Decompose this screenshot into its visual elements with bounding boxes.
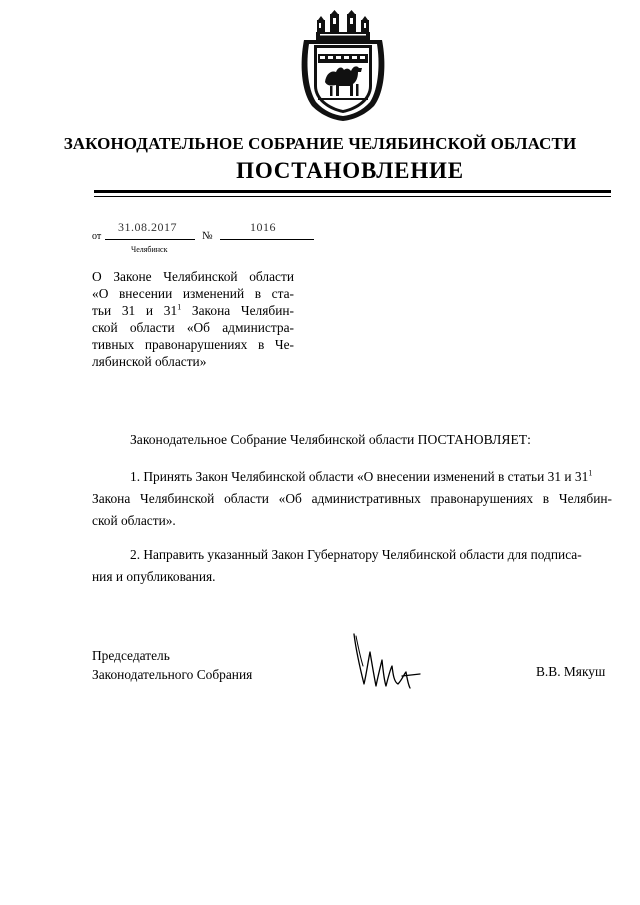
handwritten-signature <box>346 630 426 692</box>
law-title-line: О Законе Челябинской области <box>92 269 294 284</box>
signer-title-line: Законодательного Собрания <box>92 667 253 682</box>
date-prefix: от <box>92 231 102 242</box>
law-title-line: ской области «Об администра- <box>92 320 294 335</box>
law-title-line: лябинской области» <box>92 354 207 369</box>
law-title-fragment: Закона Челябин- <box>181 303 294 318</box>
law-title-fragment: тьи 31 и 31 <box>92 303 178 318</box>
coat-of-arms-emblem <box>298 10 388 122</box>
law-title-line: «О внесении изменений в ста- <box>92 286 294 301</box>
city-label: Челябинск <box>131 245 168 254</box>
resolution-item-2 <box>92 544 612 588</box>
chelyabinsk-coat-of-arms-icon <box>298 10 388 122</box>
signer-position <box>92 646 252 684</box>
paragraph-line: ской области». <box>92 513 176 528</box>
signature-icon <box>346 630 426 692</box>
law-title-block <box>92 268 294 370</box>
law-title-line: тивных правонарушениях в Че- <box>92 337 294 352</box>
resolution-item-1 <box>92 466 612 532</box>
document-number: 1016 <box>250 220 276 234</box>
organization-title: ЗАКОНОДАТЕЛЬНОЕ СОБРАНИЕ ЧЕЛЯБИНСКОЙ ОБЛАСТИ <box>63 134 577 153</box>
paragraph-line: 2. Направить указанный Закон Губернатору Челябинской области для подписа- <box>130 547 582 562</box>
paragraph-line <box>92 466 612 488</box>
paragraph-line: ния и опубликования. <box>92 569 216 584</box>
date-underline <box>105 239 195 240</box>
law-title-line <box>92 302 294 319</box>
number-underline <box>220 239 314 240</box>
document-type-heading: ПОСТАНОВЛЕНИЕ <box>236 158 464 183</box>
header-rule-thin <box>94 196 611 197</box>
superscript: 1 <box>588 468 593 478</box>
paragraph-line: Закона Челябинской области «Об административных правонарушениях в Челябин- <box>92 491 612 506</box>
superscript: 1 <box>177 302 182 312</box>
document-date: 31.08.2017 <box>118 220 177 234</box>
signer-name: В.В. Мякуш <box>536 664 606 679</box>
header-rule-thick <box>94 190 611 193</box>
signer-title-line: Председатель <box>92 648 170 663</box>
item-1-text: 1. Принять Закон Челябинской области «О внесении изменений в статьи 31 и 31 <box>130 469 589 484</box>
number-prefix: № <box>202 230 213 242</box>
date-number-row <box>92 220 332 242</box>
resolution-intro: Законодательное Собрание Челябинской области ПОСТАНОВЛЯЕТ: <box>130 432 531 447</box>
